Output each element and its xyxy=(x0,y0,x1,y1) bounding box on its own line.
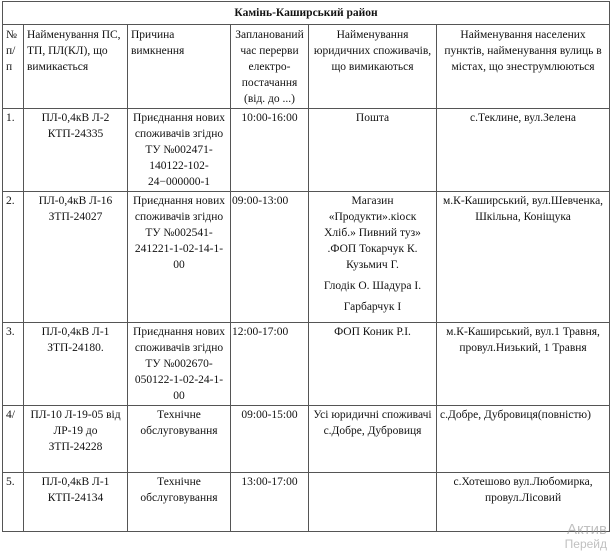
row-name: ПЛ-0,4кВ Л-16 ЗТП-24027 xyxy=(24,192,128,323)
row-reason: Технічне обслуговування xyxy=(128,406,231,473)
table-row xyxy=(3,109,610,192)
row-consumers-extra-1: Глодік О. Шадура І. xyxy=(323,280,422,292)
row-consumers-main: Усі юридичні споживачі с.Добре, Дубровиця xyxy=(313,409,432,437)
row-reason: Приєднання нових споживачів згідно ТУ №002541-241221-1-02-14-1-00 xyxy=(128,192,231,323)
row-reason: Приєднання нових споживачів згідно ТУ №002670-050122-1-02-24-1-00 xyxy=(128,323,231,406)
row-consumers xyxy=(309,323,437,406)
table-row xyxy=(3,406,610,473)
row-time: 13:00-17:00 xyxy=(231,473,309,532)
row-time: 09:00-13:00 xyxy=(231,192,309,323)
row-consumers-extra-2: Гарбарчук І xyxy=(343,301,402,313)
row-num: 5. xyxy=(3,473,24,532)
watermark-line-2: Перейд xyxy=(564,537,607,551)
row-reason: Приєднання нових споживачів згідно ТУ №002471-140122-102-24−000000-1 xyxy=(128,109,231,192)
header-consumers: Найменування юридичних споживачів, що вимикаються xyxy=(309,25,437,109)
row-consumers xyxy=(309,192,437,323)
header-row xyxy=(3,25,610,109)
row-consumers-main: Пошта xyxy=(355,112,390,124)
row-consumers xyxy=(309,473,437,532)
table-row xyxy=(3,473,610,532)
region-title: Камінь-Каширський район xyxy=(3,2,610,25)
row-settlements: м.К-Каширський, вул.1 Травня, провул.Низький, 1 Травня xyxy=(437,323,610,406)
row-consumers xyxy=(309,406,437,473)
header-reason: Причина вимкнення xyxy=(128,25,231,109)
activation-watermark xyxy=(565,522,607,552)
table-row xyxy=(3,192,610,323)
row-consumers-main: Магазин «Продукти».кіоск Хліб.» Пивний туз» .ФОП Токарчук К. Кузьмич Г. xyxy=(324,195,421,271)
row-time: 10:00-16:00 xyxy=(231,109,309,192)
header-time: Запланований час перерви електро-постачання (від. до ...) xyxy=(231,25,309,109)
row-num: 4/ xyxy=(3,406,24,473)
row-name: ПЛ-0,4кВ Л-1 КТП-24134 xyxy=(24,473,128,532)
header-settlements: Найменування населених пунктів, найменування вулиць в містах, що знеструмлюються xyxy=(437,25,610,109)
row-settlements: с.Теклине, вул.Зелена xyxy=(437,109,610,192)
outage-schedule-table xyxy=(2,1,610,532)
row-name: ПЛ-10 Л-19-05 від ЛР-19 до ЗТП-24228 xyxy=(24,406,128,473)
row-reason: Технічне обслуговування xyxy=(128,473,231,532)
row-name: ПЛ-0,4кВ Л-2 КТП-24335 xyxy=(24,109,128,192)
header-name: Найменування ПС, ТП, ПЛ(КЛ), що вимикається xyxy=(24,25,128,109)
row-name: ПЛ-0,4кВ Л-1 ЗТП-24180. xyxy=(24,323,128,406)
row-settlements: с.Хотешово вул.Любомирка, провул.Лісовий xyxy=(437,473,610,532)
row-consumers xyxy=(309,109,437,192)
row-time: 12:00-17:00 xyxy=(231,323,309,406)
row-settlements: м.К-Каширський, вул.Шевченка, Шкільна, Коніщука xyxy=(437,192,610,323)
header-num: № п/п xyxy=(3,25,24,109)
table-row xyxy=(3,323,610,406)
row-num: 3. xyxy=(3,323,24,406)
row-num: 2. xyxy=(3,192,24,323)
row-time: 09:00-15:00 xyxy=(231,406,309,473)
row-num: 1. xyxy=(3,109,24,192)
row-consumers-main: ФОП Коник Р.І. xyxy=(334,326,411,338)
row-settlements: с.Добре, Дубровиця(повністю) xyxy=(437,406,610,473)
watermark-line-1: Актив xyxy=(567,521,607,538)
